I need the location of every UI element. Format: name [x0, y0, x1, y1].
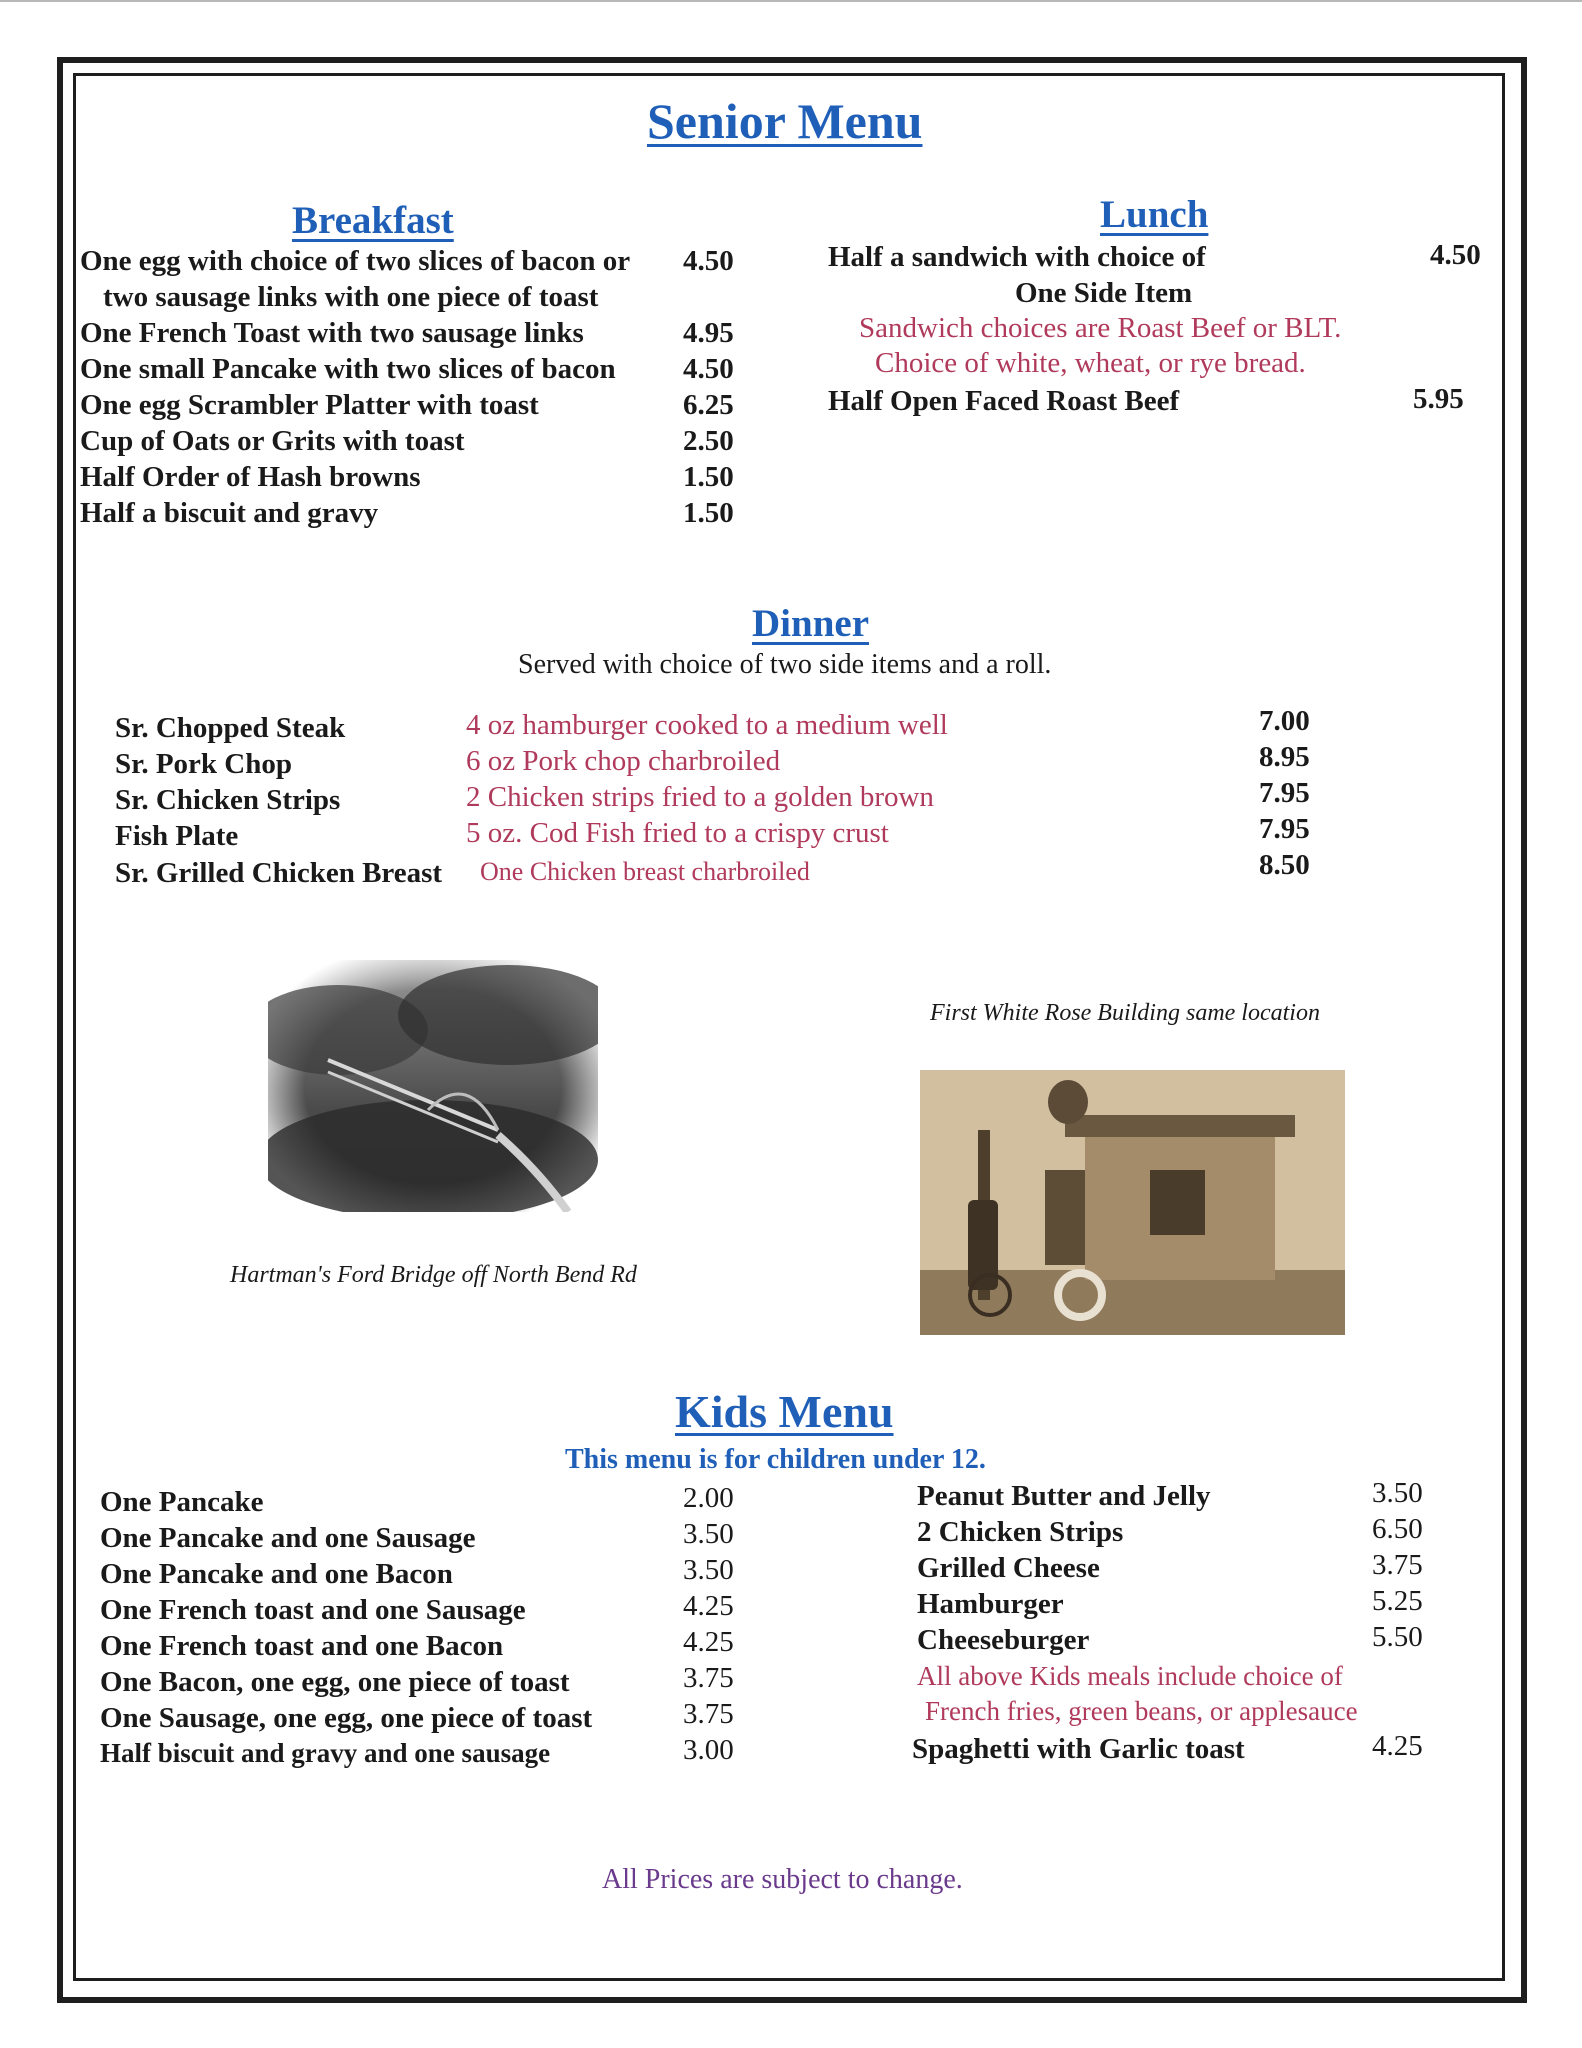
kids-price: 3.75: [1372, 1549, 1423, 1581]
breakfast-item: One egg with choice of two slices of bacon or: [80, 245, 631, 277]
lunch-item: Half Open Faced Roast Beef: [828, 385, 1180, 417]
top-edge-line: [0, 0, 1582, 2]
bridge-photo: [268, 960, 598, 1212]
dinner-price: 7.00: [1259, 705, 1310, 737]
breakfast-item: One French Toast with two sausage links: [80, 317, 584, 349]
kids-note: French fries, green beans, or applesauce: [925, 1696, 1358, 1726]
footer-note: All Prices are subject to change.: [602, 1864, 963, 1895]
dinner-item: Sr. Chicken Strips: [115, 784, 341, 816]
breakfast-price: 6.25: [683, 389, 734, 421]
kids-item: Spaghetti with Garlic toast: [912, 1733, 1245, 1765]
kids-price: 6.50: [1372, 1513, 1423, 1545]
breakfast-item: One small Pancake with two slices of bacon: [80, 353, 616, 385]
lunch-note: Choice of white, wheat, or rye bread.: [875, 347, 1306, 379]
kids-item: One Pancake and one Sausage: [100, 1522, 476, 1554]
dinner-item: Sr. Pork Chop: [115, 748, 293, 780]
kids-price: 5.50: [1372, 1621, 1423, 1653]
breakfast-price: 4.95: [683, 317, 734, 349]
bridge-illustration: [268, 960, 598, 1212]
dinner-price: 7.95: [1259, 777, 1310, 809]
kids-price: 3.50: [1372, 1477, 1423, 1509]
kids-item: One Sausage, one egg, one piece of toast: [100, 1702, 593, 1734]
dinner-item: Sr. Grilled Chicken Breast: [115, 857, 443, 889]
breakfast-price: 4.50: [683, 245, 734, 277]
building-caption: First White Rose Building same location: [930, 1000, 1320, 1026]
kids-price: 3.75: [683, 1698, 734, 1730]
building-photo: [920, 1070, 1345, 1335]
breakfast-item: two sausage links with one piece of toast: [103, 281, 599, 313]
breakfast-price: 1.50: [683, 497, 734, 529]
kids-item: Half biscuit and gravy and one sausage: [100, 1738, 551, 1768]
kids-price: 4.25: [683, 1590, 734, 1622]
kids-item: One French toast and one Sausage: [100, 1594, 526, 1626]
breakfast-item: Half a biscuit and gravy: [80, 497, 379, 529]
lunch-item: Half a sandwich with choice of: [828, 241, 1206, 273]
kids-subtitle: This menu is for children under 12.: [565, 1444, 986, 1475]
kids-price: 4.25: [1372, 1730, 1423, 1762]
kids-price: 2.00: [683, 1482, 734, 1514]
dinner-heading: Dinner: [752, 602, 869, 645]
kids-item: One Bacon, one egg, one piece of toast: [100, 1666, 570, 1698]
kids-item: One French toast and one Bacon: [100, 1630, 504, 1662]
dinner-price: 8.95: [1259, 741, 1310, 773]
kids-item: 2 Chicken Strips: [917, 1516, 1124, 1548]
bridge-caption: Hartman's Ford Bridge off North Bend Rd: [230, 1262, 637, 1288]
dinner-subtitle: Served with choice of two side items and a roll.: [518, 649, 1052, 680]
dinner-price: 7.95: [1259, 813, 1310, 845]
lunch-price: 4.50: [1430, 239, 1481, 271]
kids-item: Hamburger: [917, 1588, 1064, 1620]
kids-item: One Pancake and one Bacon: [100, 1558, 453, 1590]
kids-heading: Kids Menu: [675, 1386, 894, 1437]
lunch-price: 5.95: [1413, 383, 1464, 415]
kids-item: Grilled Cheese: [917, 1552, 1100, 1584]
kids-item: One Pancake: [100, 1486, 264, 1518]
kids-price: 3.50: [683, 1554, 734, 1586]
breakfast-heading: Breakfast: [292, 199, 454, 242]
dinner-desc: 2 Chicken strips fried to a golden brown: [466, 781, 934, 813]
breakfast-item: Cup of Oats or Grits with toast: [80, 425, 465, 457]
kids-price: 4.25: [683, 1626, 734, 1658]
dinner-desc: 5 oz. Cod Fish fried to a crispy crust: [466, 817, 889, 849]
kids-price: 3.75: [683, 1662, 734, 1694]
dinner-item: Fish Plate: [115, 820, 239, 852]
kids-item: Peanut Butter and Jelly: [917, 1480, 1211, 1512]
kids-price: 5.25: [1372, 1585, 1423, 1617]
breakfast-item: One egg Scrambler Platter with toast: [80, 389, 539, 421]
kids-price: 3.00: [683, 1734, 734, 1766]
breakfast-price: 1.50: [683, 461, 734, 493]
lunch-note: Sandwich choices are Roast Beef or BLT.: [859, 312, 1342, 344]
dinner-desc: One Chicken breast charbroiled: [480, 857, 810, 886]
kids-price: 3.50: [683, 1518, 734, 1550]
dinner-desc: 4 oz hamburger cooked to a medium well: [466, 709, 948, 741]
dinner-item: Sr. Chopped Steak: [115, 712, 346, 744]
breakfast-price: 2.50: [683, 425, 734, 457]
building-illustration: [920, 1070, 1345, 1335]
dinner-desc: 6 oz Pork chop charbroiled: [466, 745, 781, 777]
breakfast-item: Half Order of Hash browns: [80, 461, 421, 493]
page-title: Senior Menu: [647, 93, 923, 149]
breakfast-price: 4.50: [683, 353, 734, 385]
dinner-price: 8.50: [1259, 849, 1310, 881]
lunch-heading: Lunch: [1100, 193, 1209, 236]
kids-note: All above Kids meals include choice of: [917, 1661, 1343, 1691]
lunch-item: One Side Item: [1015, 277, 1193, 309]
kids-item: Cheeseburger: [917, 1624, 1090, 1656]
